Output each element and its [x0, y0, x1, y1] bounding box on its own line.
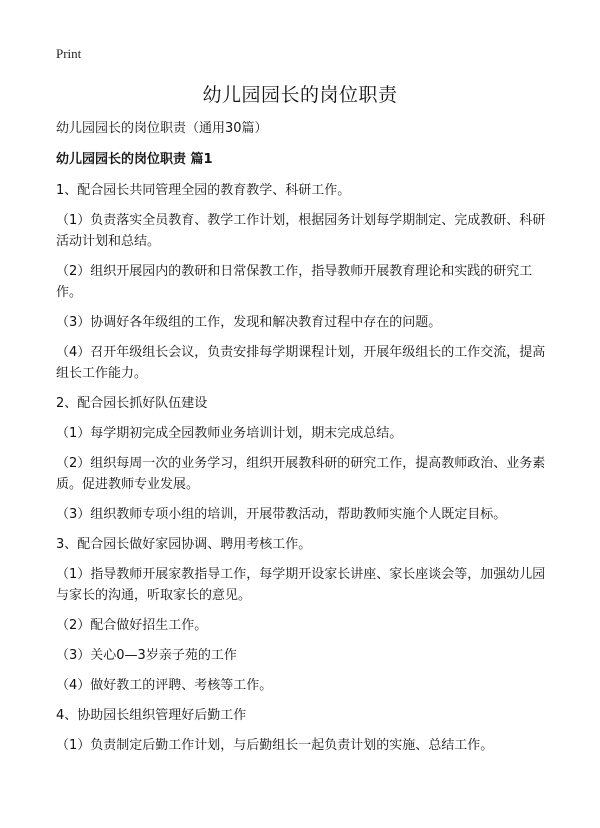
- list-item: （2）配合做好招生工作。: [56, 618, 208, 633]
- list-item: （1）每学期初完成全园教师业务培训计划，期末完成总结。: [56, 426, 403, 441]
- print-label[interactable]: Print: [56, 46, 82, 61]
- list-item: （1）负责制定后勤工作计划，与后勤组长一起负责计划的实施、总结工作。: [56, 738, 494, 753]
- list-item: （4）做好教工的评聘、考核等工作。: [56, 678, 273, 693]
- list-item: （1）负责落实全员教育、教学工作计划，根据园务计划每学期制定、完成教研、科研活动计划和总结。: [56, 213, 546, 249]
- list-item: （3）协调好各年级组的工作，发现和解决教育过程中存在的问题。: [56, 315, 442, 330]
- list-item: 3、配合园长做好家园协调、聘用考核工作。: [56, 537, 312, 552]
- section-heading: 幼儿园园长的岗位职责 篇1: [56, 152, 213, 167]
- list-item: 4、协助园长组织管理好后勤工作: [56, 708, 247, 723]
- list-item: （3）组织教师专项小组的培训，开展带教活动，帮助教师实施个人既定目标。: [56, 507, 507, 522]
- list-item: （2）组织每周一次的业务学习，组织开展教科研的研究工作，提高教师政治、业务素质。促进教师专业发展。: [56, 456, 546, 492]
- list-item: 1、配合园长共同管理全园的教育教学、科研工作。: [56, 183, 351, 198]
- document-body: [56, 118, 556, 765]
- document-subtitle: 幼儿园园长的岗位职责（通用30篇）: [56, 121, 268, 136]
- list-item: （1）指导教师开展家教指导工作，每学期开设家长讲座、家长座谈会等，加强幼儿园与家长的沟通，听取家长的意见。: [56, 567, 546, 603]
- list-item: 2、配合园长抓好队伍建设: [56, 396, 208, 411]
- list-item: （3）关心0—3岁亲子苑的工作: [56, 648, 237, 663]
- document-title: 幼儿园园长的岗位职责: [202, 84, 398, 106]
- list-item: （4）召开年级组长会议，负责安排每学期课程计划，开展年级组长的工作交流，提高组长工作能力。: [56, 345, 546, 381]
- list-item: （2）组织开展园内的教研和日常保教工作，指导教师开展教育理论和实践的研究工作。: [56, 264, 533, 300]
